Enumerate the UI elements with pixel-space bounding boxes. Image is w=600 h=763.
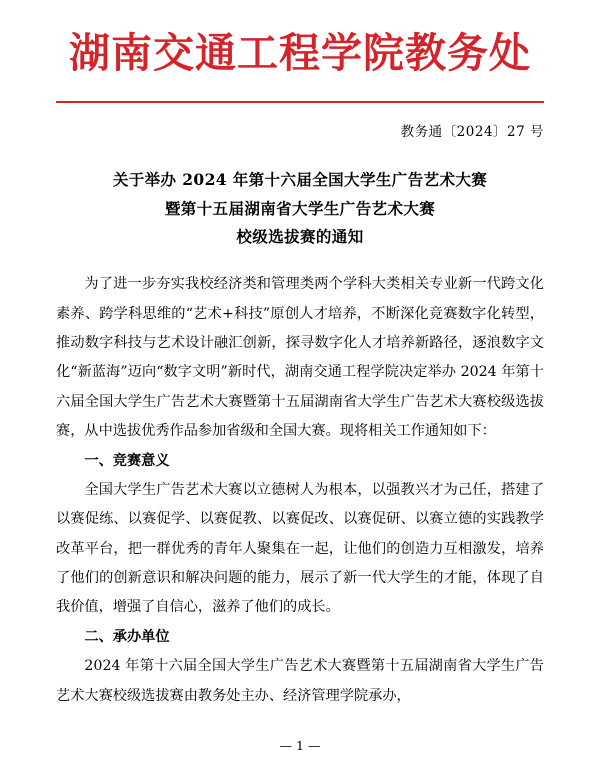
letterhead-divider [56,101,544,103]
section-heading: 一、竞赛意义 [84,452,170,469]
section-heading: 二、承办单位 [84,628,170,645]
document-title-line: 暨第十五届湖南省大学生广告艺术大赛 [164,198,436,218]
body-paragraph: 2024 年第十六届全国大学生广告艺术大赛暨第十五届湖南省大学生广告艺术大赛校级选拔赛由教务处主办、经济管理学院承办， [56,658,544,704]
document-body [56,270,544,711]
letterhead-title: 湖南交通工程学院教务处 [69,29,531,77]
letterhead [56,0,544,103]
page-number: — 1 — [279,738,321,753]
body-paragraph: 为了进一步夯实我校经济类和管理类两个学科大类相关专业新一代跨文化素养、跨学科思维的“艺术+科技”原创人才培养，不断深化竞赛数字化转型，推动数字科技与艺术设计融汇创新，探寻数字化人才培养新路径，逐浪数字文化“新蓝海”迈向“数字文明”新时代，湖南交通工程学院决定举办 2024 年第十六届全国大学生广告艺术大赛暨第十五届湖南省大学生广告艺术大赛校级选拔赛，从中选拔优秀作品参加省级和全国大赛。现将相关工作通知如下： [56,276,544,440]
body-paragraph: 全国大学生广告艺术大赛以立德树人为根本，以强教兴才为己任，搭建了以赛促练、以赛促学、以赛促教、以赛促改、以赛促研、以赛立德的实践教学改革平台，把一群优秀的青年人聚集在一起，让他们的创造力互相激发，培养了他们的创新意识和解决问题的能力，展示了新一代大学生的才能，体现了自我价值，增强了自信心，滋养了他们的成长。 [56,481,544,616]
document-number: 教务通〔2024〕27 号 [400,124,544,141]
document-title-line: 关于举办 2024 年第十六届全国大学生广告艺术大赛 [112,170,488,190]
document-title-line: 校级选拔赛的通知 [236,227,364,247]
document-title [56,166,544,252]
